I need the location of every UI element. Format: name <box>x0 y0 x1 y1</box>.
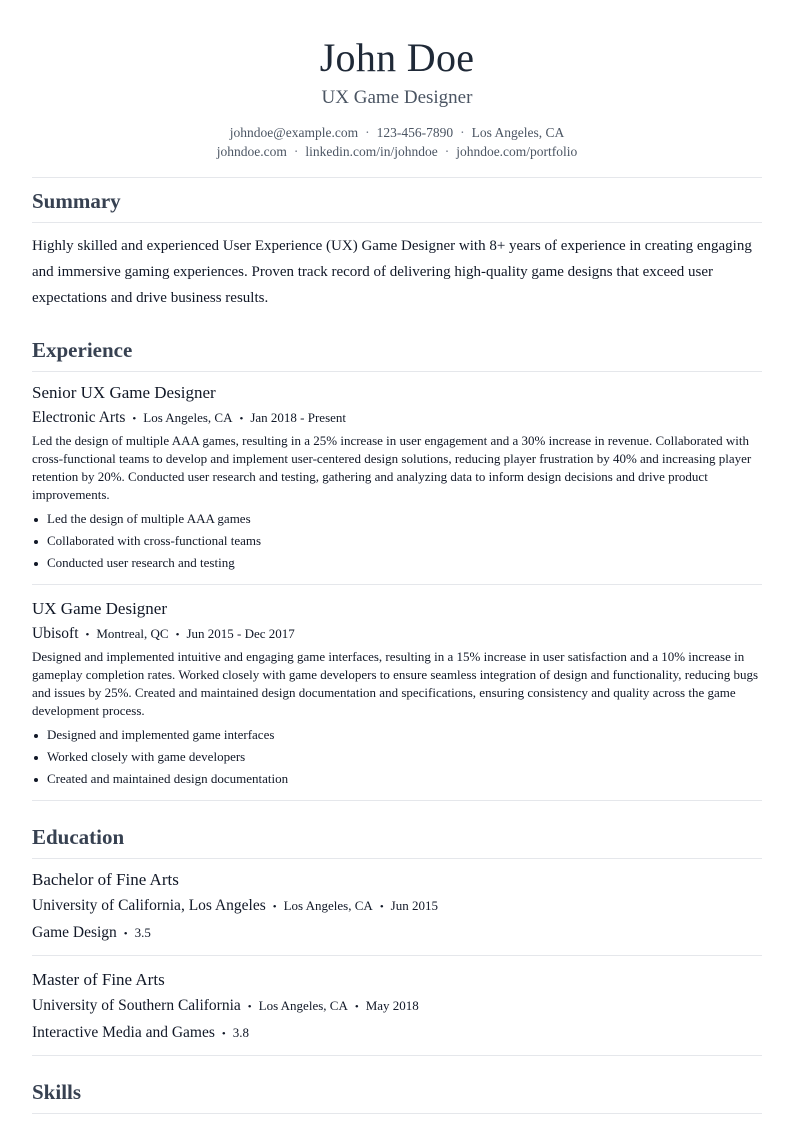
entry-divider <box>32 584 762 585</box>
contact-line-2: johndoe.com · linkedin.com/in/johndoe · johndoe.com/portfolio <box>216 144 578 159</box>
job-description: Designed and implemented intuitive and engaging game interfaces, resulting in a 15% increase in user satisfaction and a 10% increase in gameplay completion rates. Worked closely with game developers to ensure seamless integration of design and functionality, reducing bugs and issues by 25%. Created and maintained design documentation and specifications, ensuring consistency and quality across the game development process. <box>32 649 759 718</box>
degree-title: Master of Fine Arts <box>32 970 165 989</box>
job-highlights <box>32 508 762 574</box>
entry-divider <box>32 800 762 801</box>
graduation-date: Jun 2015 <box>390 898 438 913</box>
list-item: Created and maintained design documentation <box>32 768 762 790</box>
education-entry <box>32 869 762 945</box>
summary-text: Highly skilled and experienced User Experience (UX) Game Designer with 8+ years of experience in creating engaging and immersive gaming experiences. Proven track record of delivering high-quality game designs that exceed user expectations and drive business results. <box>32 238 752 306</box>
entry-divider <box>32 955 762 956</box>
experience-entry <box>32 382 762 574</box>
section-title-summary: Summary <box>32 189 121 213</box>
list-item: Designed and implemented game interfaces <box>32 724 762 746</box>
list-item: Conducted user research and testing <box>32 552 762 574</box>
resume-page <box>32 0 762 1114</box>
candidate-name: John Doe <box>319 35 475 80</box>
graduation-date: May 2018 <box>365 998 419 1013</box>
field-of-study: Interactive Media and Games <box>32 1024 215 1041</box>
job-meta: Ubisoft • Montreal, QC • Jun 2015 - Dec 2017 <box>32 625 295 642</box>
company-name: Electronic Arts <box>32 409 126 426</box>
school-name: University of California, Los Angeles <box>32 897 266 914</box>
job-highlights <box>32 724 762 790</box>
list-item: Worked closely with game developers <box>32 746 762 768</box>
list-item: Collaborated with cross-functional teams <box>32 530 762 552</box>
field-meta: Game Design • 3.5 <box>32 924 151 941</box>
school-meta: University of California, Los Angeles • Los Angeles, CA • Jun 2015 <box>32 897 438 914</box>
job-title: UX Game Designer <box>32 599 168 618</box>
school-location: Los Angeles, CA <box>258 998 348 1013</box>
company-name: Ubisoft <box>32 625 79 642</box>
experience-entry <box>32 598 762 790</box>
section-divider <box>32 222 762 223</box>
education-entry <box>32 969 762 1045</box>
school-name: University of Southern California <box>32 997 241 1014</box>
job-dates: Jan 2018 - Present <box>250 410 347 425</box>
job-dates: Jun 2015 - Dec 2017 <box>186 626 295 641</box>
section-title-skills: Skills <box>32 1080 82 1104</box>
section-divider <box>32 371 762 372</box>
degree-title: Bachelor of Fine Arts <box>32 870 179 889</box>
job-description: Led the design of multiple AAA games, resulting in a 25% increase in user engagement and a 30% increase in revenue. Collaborated with cross-functional teams to develop and implement user-centered design solutions, reducing player frustration by 40% and increasing player retention by 20%. Conducted user research and testing, gathering and analyzing data to inform design decisions and drive product improvements. <box>32 433 752 502</box>
website-link[interactable]: johndoe.com <box>216 144 287 159</box>
section-divider <box>32 1113 762 1114</box>
section-title-experience: Experience <box>32 338 133 362</box>
resume-header <box>32 0 762 161</box>
field-meta: Interactive Media and Games • 3.8 <box>32 1024 250 1041</box>
job-location: Los Angeles, CA <box>143 410 233 425</box>
field-of-study: Game Design <box>32 924 117 941</box>
phone-number: 123-456-7890 <box>376 125 454 140</box>
job-title: Senior UX Game Designer <box>32 383 216 402</box>
linkedin-link[interactable]: linkedin.com/in/johndoe <box>305 144 438 159</box>
candidate-title: UX Game Designer <box>321 87 473 108</box>
school-location: Los Angeles, CA <box>283 898 373 913</box>
portfolio-link[interactable]: johndoe.com/portfolio <box>456 144 578 159</box>
job-meta: Electronic Arts • Los Angeles, CA • Jan 2018 - Present <box>32 409 347 426</box>
contact-line-1: johndoe@example.com · 123-456-7890 · Los Angeles, CA <box>229 125 565 140</box>
job-location: Montreal, QC <box>96 626 169 641</box>
section-title-education: Education <box>32 825 125 849</box>
gpa: 3.8 <box>232 1025 250 1040</box>
email-link[interactable]: johndoe@example.com <box>229 125 359 140</box>
list-item: Led the design of multiple AAA games <box>32 508 762 530</box>
section-divider <box>32 858 762 859</box>
entry-divider <box>32 1055 762 1056</box>
location: Los Angeles, CA <box>471 125 565 140</box>
gpa: 3.5 <box>134 925 151 940</box>
contact-info <box>32 123 762 161</box>
school-meta: University of Southern California • Los Angeles, CA • May 2018 <box>32 997 419 1014</box>
